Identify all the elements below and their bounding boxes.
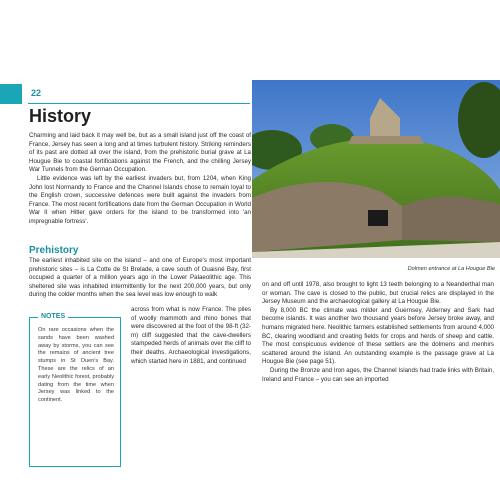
page-number-bar bbox=[0, 84, 22, 104]
intro-text bbox=[29, 132, 251, 227]
page-number: 22 bbox=[31, 88, 42, 98]
notes-box bbox=[29, 313, 121, 467]
section-heading-prehistory: Prehistory bbox=[29, 245, 79, 256]
right-column-text bbox=[262, 281, 494, 384]
intro-paragraph-1: Charming and laid back it may well be, but as a small island just off the coast of France, Jersey has seen a long and at times turbulent history. Striking reminders of its past are dotted all over the island, from the prehistoric burial grave at La Hougue Bie to coastal fortifications against the French, and the chilling Jersey War Tunnels from the German Occupation. bbox=[29, 132, 251, 174]
right-paragraph-1: on and off until 1978, also brought to light 13 teeth belonging to a Neanderthal man or woman. The cave is closed to the public, but crucial relics are displayed in the Jersey Museum and the archaeological gallery at La Hougue Bie. bbox=[262, 281, 494, 306]
right-paragraph-2: By 8,000 BC the climate was milder and Guernsey, Alderney and Sark had become islands. It was another two thousand years before Jersey broke away, and humans migrated here. Neolithic farmers established settlements from around 4,000 BC, clearing woodland and creating fields for crops and herds of sheep and cattle. The most conspicuous evidence of these settlers are the dolmens and menhirs scattered around the island. An outstanding example is the passage grave at La Hougue Bie (see page 51). bbox=[262, 306, 494, 366]
chapel-base bbox=[348, 136, 424, 144]
prehistory-narrow-text bbox=[131, 306, 251, 366]
page-title: History bbox=[29, 106, 92, 126]
prehistory-text bbox=[29, 257, 251, 300]
prehistory-paragraph: The earliest inhabited site on the island – and one of Europe's most important prehistoric sites – is La Cotte de St Brelade, a cave south of Ouaisné Bay, first occupied a quarter of a million years ago in the Lower Palaeolithic age. This sheltered site was inhabited intermittently for the next 200,000 years, but only during the colder months when the sea level was low enough to walk bbox=[29, 257, 251, 299]
notes-label: NOTES bbox=[38, 313, 68, 320]
intro-paragraph-2: Little evidence was left by the earliest invaders but, from 1204, when King John lost Normandy to France and the Channel Islands chose to remain loyal to the English crown, successive defences were built against the invaders from France. The most recent fortifications date from the German Occupation in World War II when Hitler gave orders for the island to be transformed into 'an impregnable fortress'. bbox=[29, 174, 251, 225]
notes-text: On rare occasions when the sands have been washed away by storms, you can see the remains of ancient tree stumps in St Ouen's Bay. These are the relics of an early Neolithic forest, probably dating from the time when Jersey was linked to the continent. bbox=[38, 327, 114, 404]
photo-caption: Dolmen entrance at La Hougue Bie bbox=[407, 266, 495, 272]
prehistory-narrow-paragraph: across from what is now France. The piles of woolly mammoth and rhino bones that were discovered at the foot of the 98-ft (32-m) cliff suggested that the cave-dwellers stampeded herds of animals over the cliff to their deaths. Archaeological investigations, which started here in 1881, and continued bbox=[131, 306, 251, 365]
header-rule bbox=[28, 103, 250, 104]
stone-wall-right bbox=[402, 197, 500, 242]
right-paragraph-3: During the Bronze and Iron ages, the Channel Islands had trade links with Britain, Ireland and France – you can see an imported bbox=[262, 366, 494, 383]
dolmen-photo bbox=[252, 80, 500, 258]
dolmen-entrance bbox=[368, 210, 388, 226]
